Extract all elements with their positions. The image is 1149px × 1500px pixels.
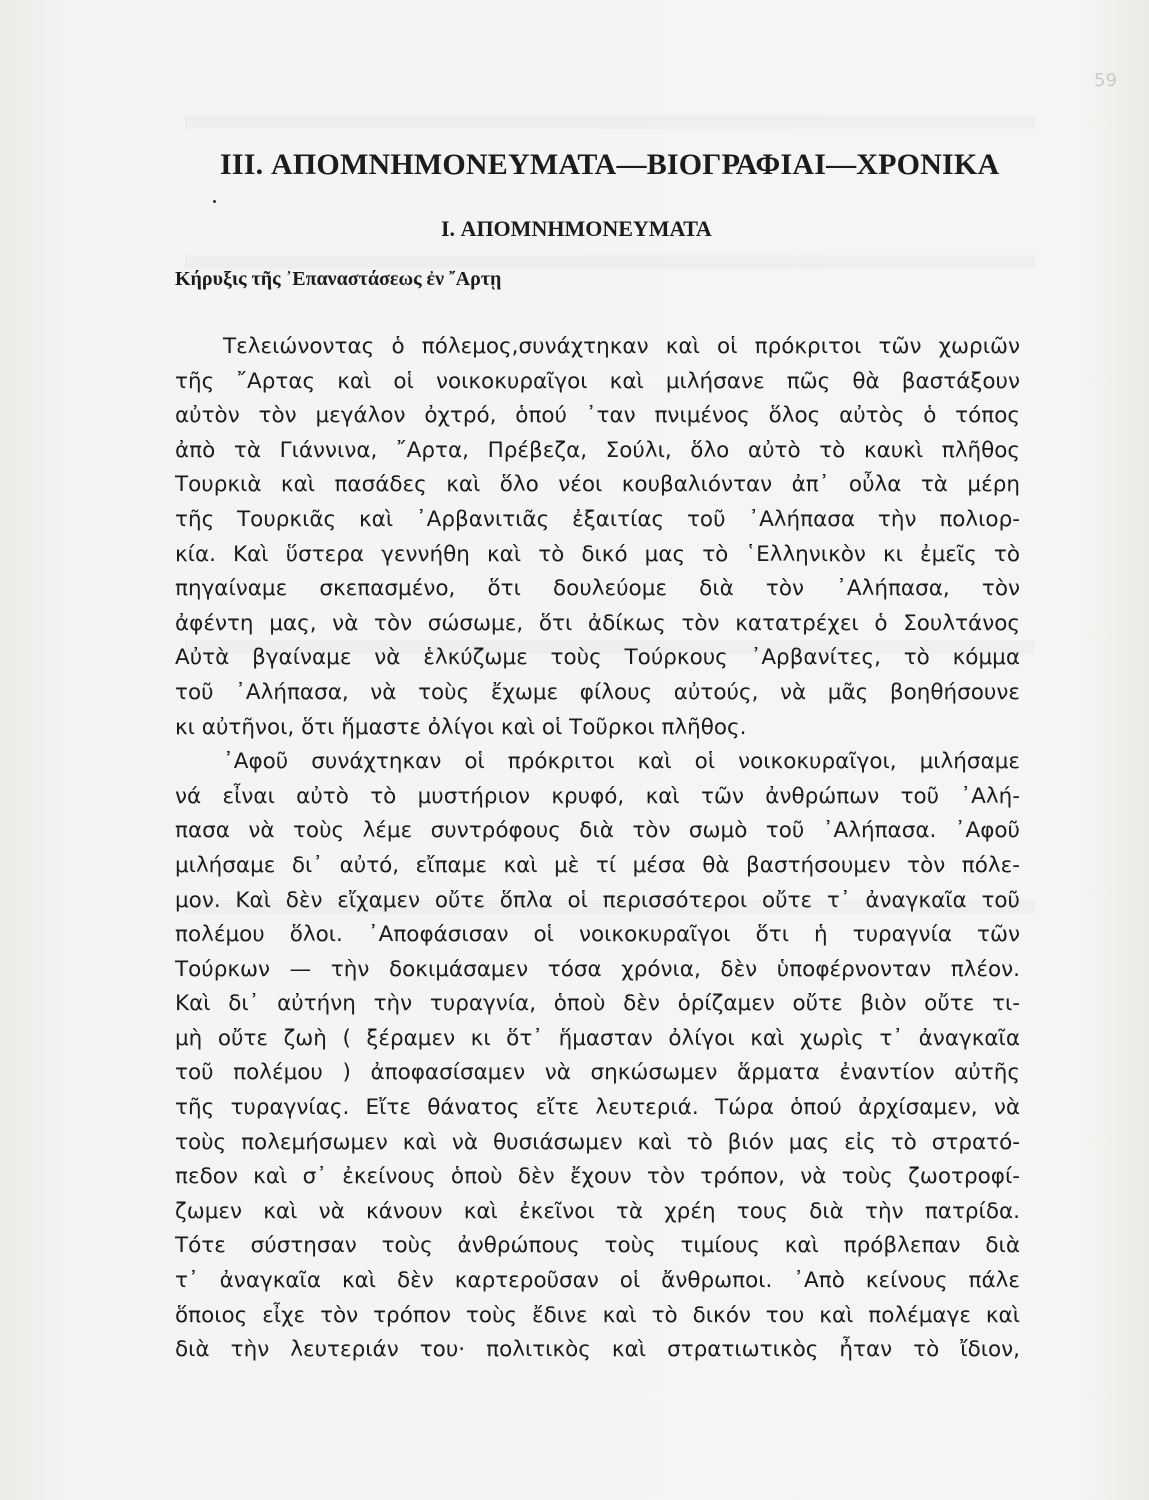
text-line: διὰ τὴν λευτεριάν του· πολιτικὸς καὶ στρατιωτικὸς ἦταν τὸ ἴδιον, bbox=[175, 1337, 1020, 1363]
text-line: μον. Καὶ δὲν εἴχαμεν οὔτε ὅπλα οἱ περισσότεροι οὔτε τ᾿ ἀναγκαῖα τοῦ bbox=[175, 887, 1020, 913]
text-line: Τούρκων — τὴν δοκιμάσαμεν τόσα χρόνια, δὲν ὑποφέρνονταν πλέον. bbox=[175, 956, 1020, 982]
print-speck bbox=[213, 200, 216, 203]
text-line: ζωμεν καὶ νὰ κάνουν καὶ ἐκεῖνοι τὰ χρέη τους διὰ τὴν πατρίδα. bbox=[175, 1198, 1020, 1224]
text-line: Τουρκιὰ καὶ πασάδες καὶ ὅλο νέοι κουβαλιόνταν ἀπ᾿ οὖλα τὰ μέρη bbox=[175, 472, 1020, 498]
text-line: κι αὐτῆνοι, ὅτι ἥμαστε ὀλίγοι καὶ οἱ Τοῦρκοι πλῆθος. bbox=[175, 714, 747, 740]
text-line: ᾿Αφοῦ συνάχτηκαν οἱ πρόκριτοι καὶ οἱ νοικοκυραῖγοι, μιλήσαμε bbox=[223, 749, 1020, 775]
subsection-title: Κήρυξις τῆς ᾿Επαναστάσεως ἐν ῎Αρτῃ bbox=[175, 268, 502, 290]
text-line: κία. Καὶ ὕστερα γεννήθη καὶ τὸ δικό μας τὸ ῾Ελληνικὸν κι ἐμεῖς τὸ bbox=[175, 541, 1020, 567]
text-line: τῆς ῎Αρτας καὶ οἱ νοικοκυραῖγοι καὶ μιλήσανε πῶς θὰ βαστάξουν bbox=[175, 368, 1020, 394]
text-line: πεδον καὶ σ᾿ ἐκείνους ὁποὺ δὲν ἔχουν τὸν τρόπον, νὰ τοὺς ζωοτροφί- bbox=[175, 1164, 1020, 1190]
text-line: Τελειώνοντας ὁ πόλεμος,συνάχτηκαν καὶ οἱ πρόκριτοι τῶν χωριῶν bbox=[223, 334, 1020, 359]
text-line: τ᾿ ἀναγκαῖα καὶ δὲν καρτεροῦσαν οἱ ἄνθρωποι. ᾿Απὸ κείνους πάλε bbox=[175, 1268, 1020, 1294]
text-line: πασα νὰ τοὺς λέμε συντρόφους διὰ τὸν σωμὸ τοῦ ᾿Αλήπασα. ᾿Αφοῦ bbox=[175, 818, 1020, 844]
text-line: αὐτὸν τὸν μεγάλον ὀχτρό, ὁπού ᾿ταν πνιμένος ὅλος αὐτὸς ὁ τόπος bbox=[175, 403, 1020, 429]
text-line: τοῦ ᾿Αλήπασα, νὰ τοὺς ἔχωμε φίλους αὐτούς, νὰ μᾶς βοηθήσουνε bbox=[175, 679, 1020, 705]
text-line: ἀφέντη μας, νὰ τὸν σώσωμε, ὅτι ἀδίκως τὸν κατατρέχει ὁ Σουλτάνος bbox=[175, 610, 1020, 636]
text-line: Αὐτὰ βγαίναμε νὰ ἑλκύζωμε τοὺς Τούρκους ᾿Αρβανίτες, τὸ κόμμα bbox=[175, 645, 1020, 671]
body-text bbox=[175, 330, 1020, 1368]
text-line: τῆς Τουρκιᾶς καὶ ᾿Αρβανιτιᾶς ἐξαιτίας τοῦ ᾿Αλήπασα τὴν πολιορ- bbox=[175, 506, 1020, 532]
text-line: Καὶ δι᾿ αὐτήνη τὴν τυραγνία, ὁποὺ δὲν ὁρίζαμεν οὔτε βιὸν οὔτε τι- bbox=[175, 991, 1020, 1017]
text-line: Τότε σύστησαν τοὺς ἀνθρώπους τοὺς τιμίους καὶ πρόβλεπαν διὰ bbox=[175, 1233, 1020, 1259]
text-line: πηγαίναμε σκεπασμένο, ὅτι δουλεύομε διὰ τὸν ᾿Αλήπασα, τὸν bbox=[175, 576, 1020, 602]
page-number: 59 bbox=[1094, 70, 1117, 91]
text-line: τοὺς πολεμήσωμεν καὶ νὰ θυσιάσωμεν καὶ τὸ βιόν μας εἰς τὸ στρατό- bbox=[175, 1129, 1020, 1155]
text-line: μὴ οὔτε ζωὴ ( ξέραμεν κι ὅτ᾿ ἥμασταν ὀλίγοι καὶ χωρὶς τ᾿ ἀναγκαῖα bbox=[175, 1025, 1020, 1051]
text-line: μιλήσαμε δι᾿ αὐτό, εἴπαμε καὶ μὲ τί μέσα θὰ βαστήσουμεν τὸν πόλε- bbox=[175, 852, 1020, 878]
text-line: νά εἶναι αὐτὸ τὸ μυστήριον κρυφό, καὶ τῶν ἀνθρώπων τοῦ ᾿Αλή- bbox=[175, 783, 1020, 809]
text-line: ἀπὸ τὰ Γιάννινα, ῎Αρτα, Πρέβεζα, Σούλι, ὅλο αὐτὸ τὸ καυκὶ πλῆθος bbox=[175, 437, 1020, 463]
text-line: τοῦ πολέμου ) ἀποφασίσαμεν νὰ σηκώσωμεν ἅρματα ἐναντίον αὐτῆς bbox=[175, 1060, 1020, 1086]
bleed-through bbox=[185, 255, 1035, 269]
text-line: τῆς τυραγνίας. Εἴτε θάνατος εἴτε λευτεριά. Τώρα ὁπού ἀρχίσαμεν, νὰ bbox=[175, 1095, 1020, 1121]
text-line: ὅποιος εἶχε τὸν τρόπον τοὺς ἔδινε καὶ τὸ δικόν του καὶ πολέμαγε καὶ bbox=[175, 1302, 1020, 1328]
part-title: III. ΑΠΟΜΝΗΜΟΝΕΥΜΑΤΑ—ΒΙΟΓΡΑΦΙΑΙ—ΧΡΟΝΙΚΑ bbox=[220, 148, 1000, 181]
section-title: I. ΑΠΟΜΝΗΜΟΝΕΥΜΑΤΑ bbox=[441, 216, 712, 241]
text-line: πολέμου ὅλοι. ᾿Αποφάσισαν οἱ νοικοκυραῖγοι ὅτι ἡ τυραγνία τῶν bbox=[175, 922, 1020, 948]
bleed-through bbox=[185, 115, 1035, 129]
